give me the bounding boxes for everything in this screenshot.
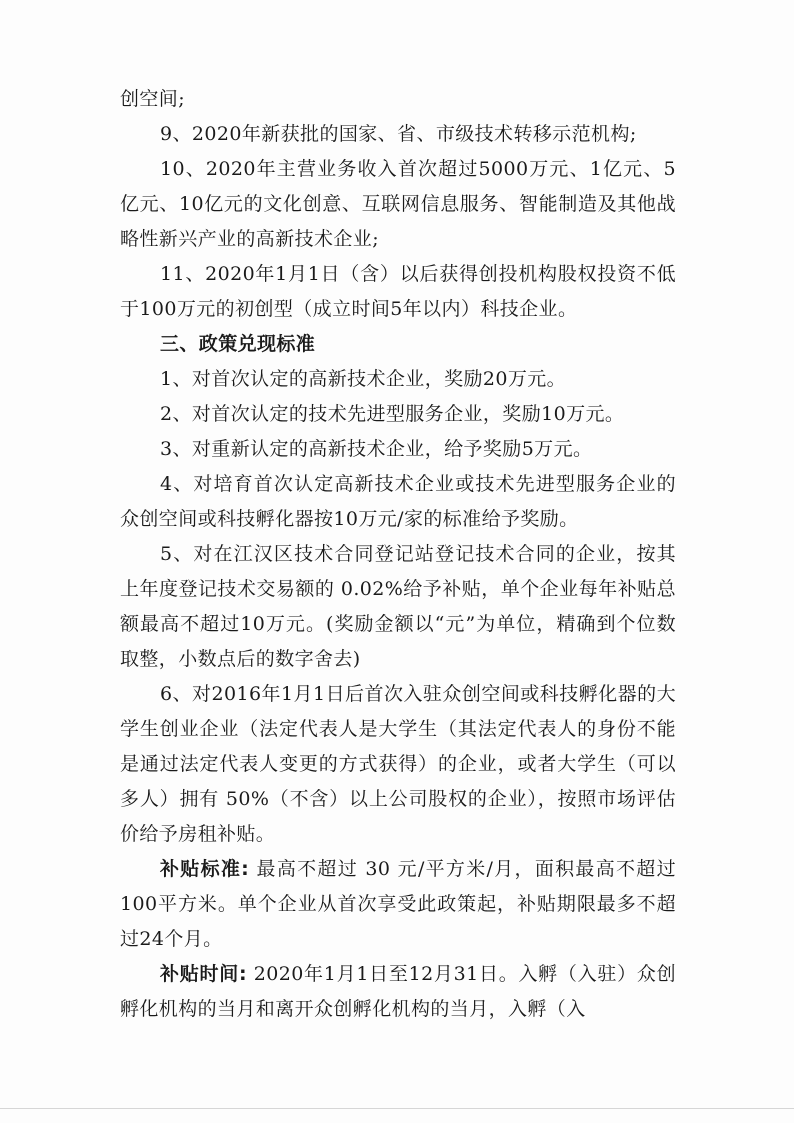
item-9: 9、2020年新获批的国家、省、市级技术转移示范机构; [160,123,637,145]
continued-paragraph: 创空间; [120,88,186,110]
document-body [120,82,676,1027]
standard-item-1: 1、对首次认定的高新技术企业，奖励20万元。 [160,368,567,390]
standard-item-4: 4、对培育首次认定高新技术企业或技术先进型服务企业的众创空间或科技孵化器按10万元/家的标准给予奖励。 [120,473,676,530]
page-bottom-edge [0,1108,794,1109]
subsidy-standard-label: 补贴标准: [160,858,250,880]
standard-item-5: 5、对在江汉区技术合同登记站登记技术合同的企业，按其上年度登记技术交易额的 0.02%给予补贴，单个企业每年补贴总额最高不超过10万元。(奖励金额以“元”为单位，精确到个位数取整，小数点后的数字舍去) [120,543,676,670]
standard-item-2: 2、对首次认定的技术先进型服务企业，奖励10万元。 [160,403,625,425]
section-3-heading: 三、政策兑现标准 [160,333,316,355]
standard-item-3: 3、对重新认定的高新技术企业，给予奖励5万元。 [160,438,593,460]
subsidy-time-label: 补贴时间: [160,963,247,985]
subsidy-standard-paragraph [120,852,676,957]
subsidy-time-text: 2020年1月1日至12月31日。入孵（入驻）众创孵化机构的当月和离开众创孵化机构的当月，入孵（入 [120,963,676,1020]
item-10: 10、2020年主营业务收入首次超过5000万元、1亿元、5亿元、10亿元的文化创意、互联网信息服务、智能制造及其他战略性新兴产业的高新技术企业; [120,158,676,250]
standard-item-6: 6、对2016年1月1日后首次入驻众创空间或科技孵化器的大学生创业企业（法定代表人是大学生（其法定代表人的身份不能是通过法定代表人变更的方式获得）的企业，或者大学生（可以多人）拥有 50%（不含）以上公司股权的企业），按照市场评估价给予房租补贴。 [120,683,676,845]
item-11: 11、2020年1月1日（含）以后获得创投机构股权投资不低于100万元的初创型（成立时间5年以内）科技企业。 [120,263,676,320]
subsidy-standard-text: 最高不超过 30 元/平方米/月，面积最高不超过100平方米。单个企业从首次享受此政策起，补贴期限最多不超过24个月。 [120,858,676,950]
subsidy-time-paragraph [120,957,676,1027]
